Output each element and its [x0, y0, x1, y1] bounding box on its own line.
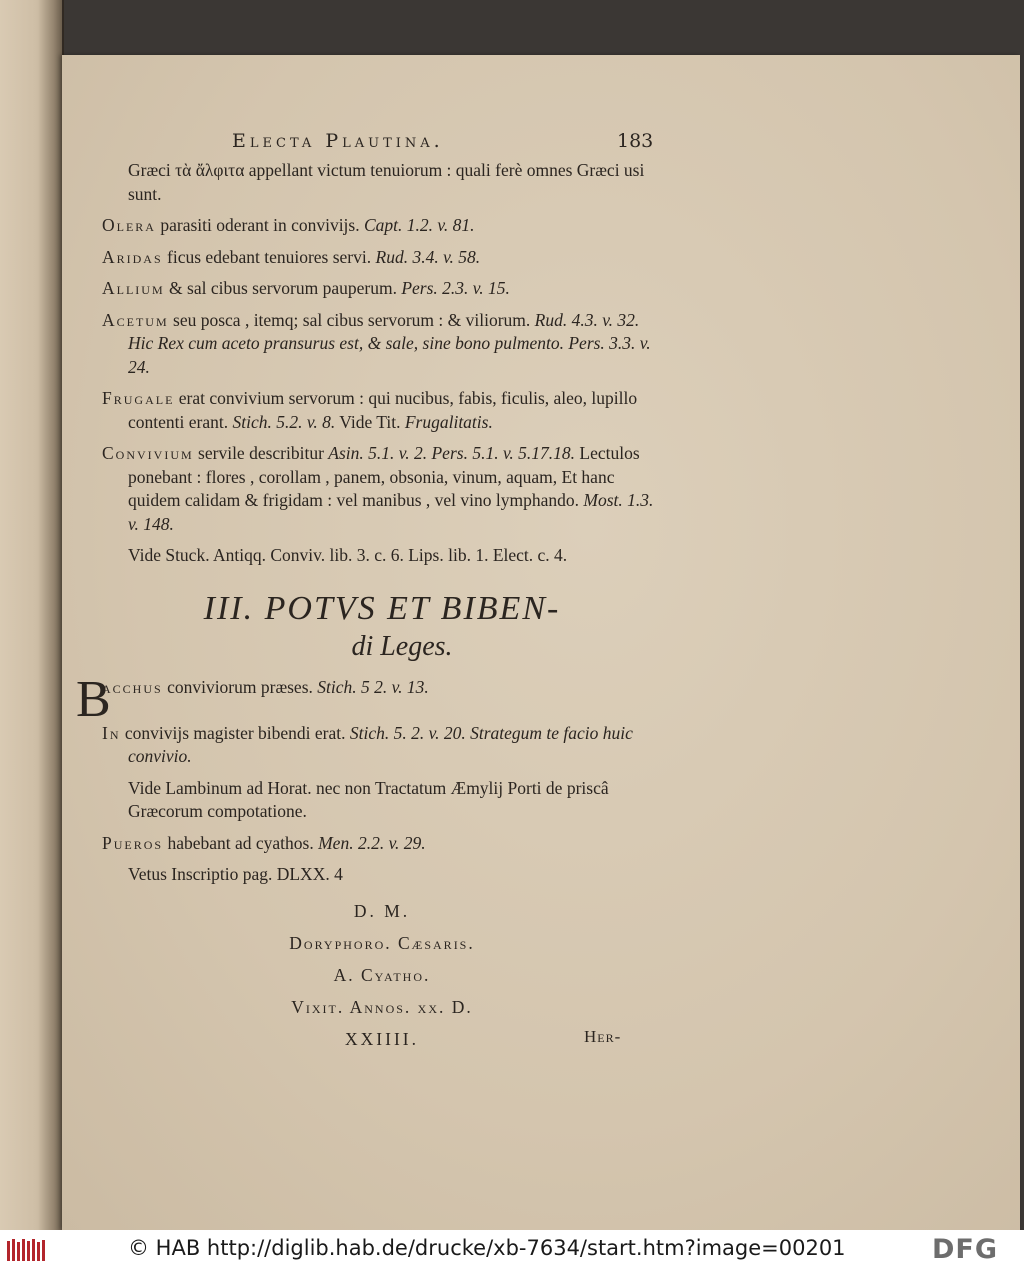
section-heading-line2: di Leges.: [351, 630, 453, 662]
entry-paragraph: Allium & sal cibus servorum pauperum. Pers. 2.3. v. 15.: [102, 278, 510, 298]
entry-paragraph: Convivium servile describitur Asin. 5.1. v. 2. Pers. 5.1. v. 5.17.18. Lectulos ponebant : flores , corollam , panem, obsonia, vinum, aquam, Et hanc quidem calidam & frigidam : vel manibus , vel vino lymphando. Most. 1.3. v. 148.: [102, 443, 654, 534]
book-fold: [38, 0, 64, 1230]
section-heading: [102, 590, 662, 666]
hab-logo-icon: [6, 1237, 46, 1263]
entry-paragraph: Græci τὰ ἄλφιτα appellant victum tenuiorum : quali ferè omnes Græci usi sunt.: [128, 160, 645, 204]
page-body: [76, 159, 662, 1055]
entry-paragraph: Vetus Inscriptio pag. DLXX. 4: [128, 864, 343, 884]
inscription-line: XXIIII.: [345, 1028, 419, 1049]
entry-paragraph: Vide Stuck. Antiqq. Conviv. lib. 3. c. 6. Lips. lib. 1. Elect. c. 4.: [128, 545, 568, 565]
entry-paragraph: Vide Lambinum ad Horat. nec non Tractatum Æmylij Porti de priscâ Græcorum compotatione.: [128, 777, 609, 821]
inscription-line: D. M.: [353, 900, 411, 921]
running-title: Electa Plautina.: [232, 130, 444, 152]
entry-paragraph: Pueros habebant ad cyathos. Men. 2.2. v. 29.: [102, 832, 426, 853]
entry-paragraph: Aridas ficus edebant tenuiores servi. Rud. 3.4. v. 58.: [102, 246, 481, 267]
copyright-url[interactable]: © HAB http://diglib.hab.de/drucke/xb-7634/start.htm?image=00201: [128, 1236, 846, 1260]
dfg-logo: DFG: [932, 1234, 999, 1265]
facing-page-bleed: [0, 120, 40, 1020]
catchword: Her-: [584, 1027, 622, 1046]
book-page: [62, 55, 1020, 1230]
entry-paragraph: In convivijs magister bibendi erat. Stich. 5. 2. v. 20. Strategum te facio huic convivio.: [102, 722, 633, 766]
footer-bar: [0, 1230, 1024, 1270]
inscription-line: Vixit. Annos. xx. D.: [291, 996, 473, 1017]
drop-capital: B: [76, 670, 111, 728]
section-heading-line1: III. POTVS ET BIBEN-: [203, 589, 561, 627]
inscription-line: Doryphoro. Cæsaris.: [289, 932, 475, 953]
entry-paragraph: Olera parasiti oderant in convivijs. Capt. 1.2. v. 81.: [102, 215, 475, 235]
inscription-line: A. Cyatho.: [333, 964, 431, 985]
page-number: 183: [617, 130, 654, 152]
entry-paragraph: Acetum seu posca , itemq; sal cibus servorum : & viliorum. Rud. 4.3. v. 32. Hic Rex cum aceto pransurus est, & sale, sine bono pulmento. Pers. 3.3. v. 24.: [102, 309, 651, 377]
entry-paragraph: Frugale erat convivium servorum : qui nucibus, fabis, ficulis, aleo, lupillo contenti erant. Stich. 5.2. v. 8. Vide Tit. Frugalitatis.: [102, 388, 638, 432]
inscription-block: [102, 895, 662, 1055]
entry-paragraph: B acchus conviviorum præses. Stich. 5 2. v. 13.: [76, 670, 429, 728]
